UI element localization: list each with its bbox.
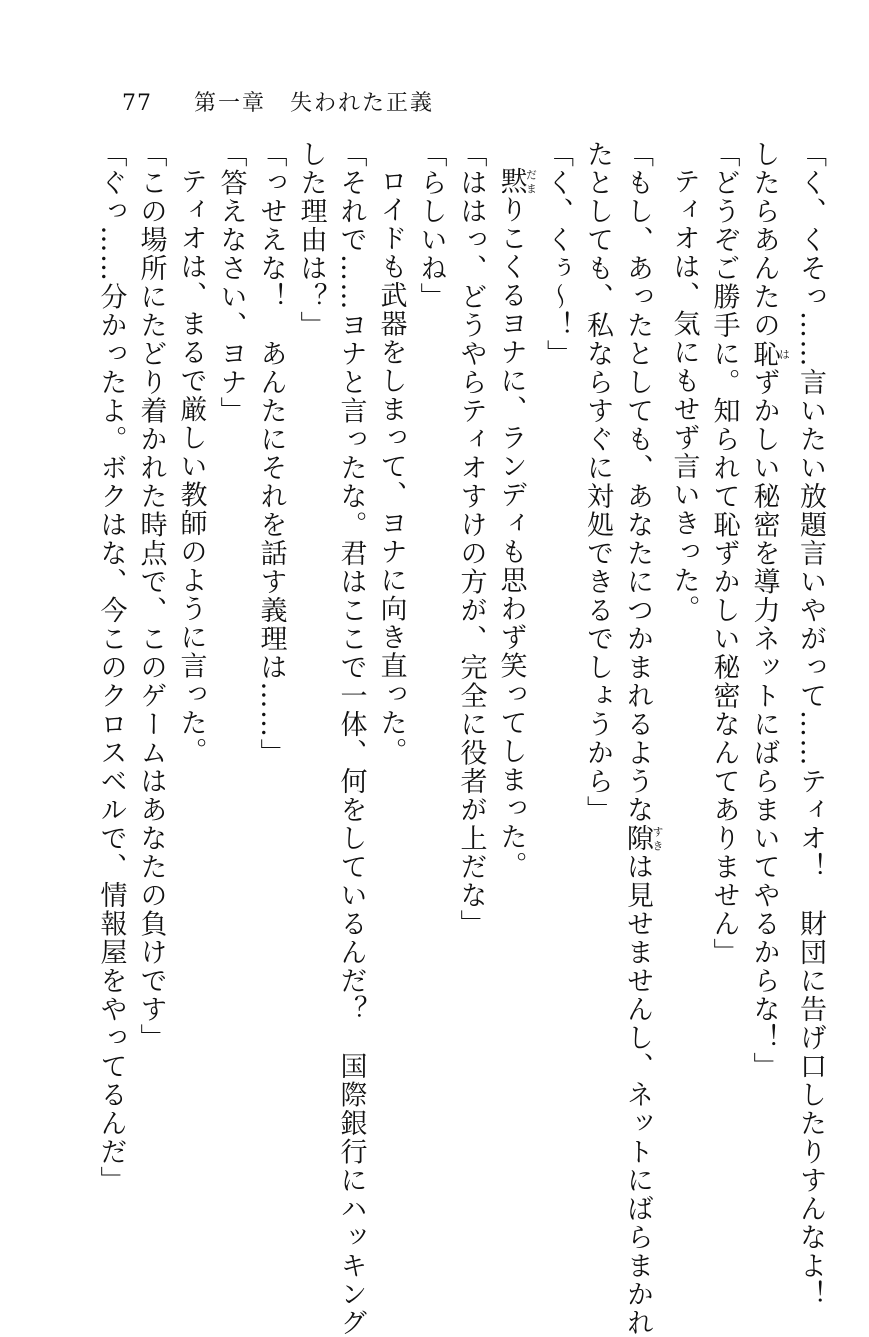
text-segment: ずかしい秘密を導力ネットにばらまいてやるからな！」 [749, 368, 780, 1081]
text-line [744, 140, 791, 1250]
text-line [491, 140, 538, 1250]
text-line: 「それで……ヨナと言ったな。君はここで一体、何をしているんだ？ 国際銀行にハッキング [331, 140, 371, 1250]
ruby-base: 恥 [749, 340, 780, 369]
text-line: 「く、くそっ……言いたい放題言いやがって……ティオ！ 財団に告げ口したりすんなよ！ [790, 140, 830, 1250]
text-segment: 「もし、あったとしても、あなたにつかまれるような [622, 140, 653, 824]
vertical-text-body [70, 140, 830, 1250]
text-line: 「この場所にたどり着かれた時点で、このゲームはあなたの負けです」 [131, 140, 171, 1250]
text-segment: は見せませんし、ネットにばらまかれ [622, 853, 653, 1337]
text-line: 「く、くぅ〜！」 [537, 140, 577, 1250]
text-line: たとしても、私ならすぐに対処できるでしょうから」 [577, 140, 617, 1250]
text-line: ティオは、気にもせず言いきった。 [664, 140, 704, 1250]
text-line [617, 140, 664, 1250]
ruby-damari [496, 167, 527, 196]
text-line: 「らしいね」 [411, 140, 451, 1250]
text-line: 「っせえな！ あんたにそれを話す義理は……」 [251, 140, 291, 1250]
text-line: 「ははっ、どうやらティオすけの方が、完全に役者が上だな」 [451, 140, 491, 1250]
ruby-suki [622, 824, 653, 853]
ruby-reading: すき [651, 824, 664, 853]
ruby-base: 黙 [496, 167, 527, 196]
ruby-haji [749, 340, 780, 369]
page-header [122, 86, 434, 117]
text-line: ティオは、まるで厳しい教師のように言った。 [171, 140, 211, 1250]
chapter-title: 第一章 失われた正義 [194, 91, 434, 116]
text-line: 「答えなさい、ヨナ」 [211, 140, 251, 1250]
text-line: した理由は？」 [291, 140, 331, 1250]
page-number: 77 [122, 91, 152, 116]
ruby-reading: だま [525, 167, 538, 196]
text-line: ロイドも武器をしまって、ヨナに向き直った。 [371, 140, 411, 1250]
text-segment: したらあんたの [749, 140, 780, 340]
text-line: 「ぐっ……分かったよ。ボクはな、今このクロスベルで、情報屋をやってるんだ」 [91, 140, 131, 1250]
text-line: 「どうぞご勝手に。知られて恥ずかしい秘密なんてありません」 [704, 140, 744, 1250]
text-segment: りこくるヨナに、ランディも思わず笑ってしまった。 [496, 196, 527, 880]
ruby-reading: は [778, 340, 791, 369]
ruby-base: 隙 [622, 824, 653, 853]
